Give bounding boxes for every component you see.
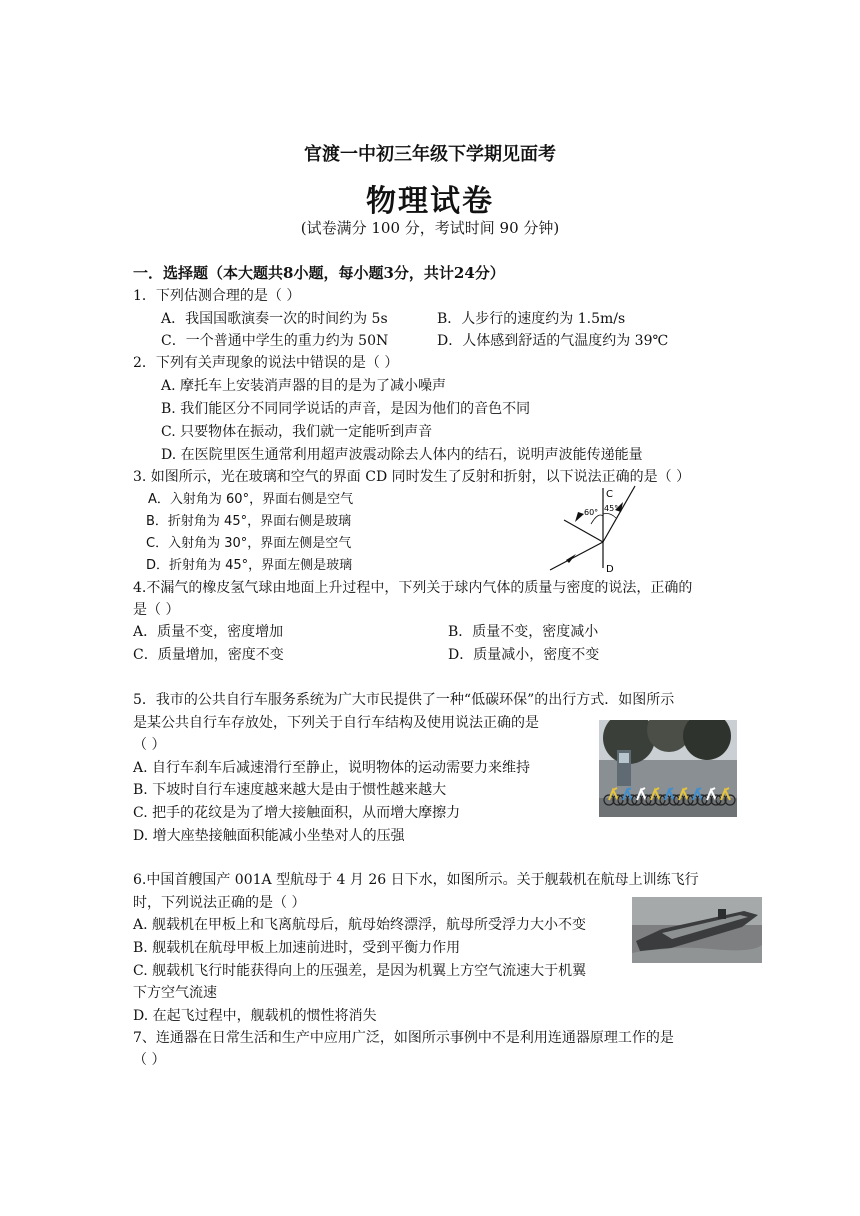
- q6-option-c-cont: 下方空气流速: [133, 985, 217, 1001]
- refraction-diagram: [540, 484, 670, 576]
- question-7-stem: 7、连通器在日常生活和生产中应用广泛，如图所示事例中不是利用连通器原理工作的是: [133, 1030, 674, 1046]
- exam-info: (试卷满分 100 分，考试时间 90 分钟): [300, 219, 560, 237]
- question-2-stem: 2．下列有关声现象的说法中错误的是（ ）: [133, 355, 399, 371]
- q3-option-a: A．入射角为 60°，界面右侧是空气: [148, 492, 354, 507]
- bicycle-station-photo: [599, 720, 737, 817]
- q3-option-b: B．折射角为 45°，界面右侧是玻璃: [146, 514, 352, 529]
- angle-arc-45: [603, 514, 616, 519]
- q4-option-b: B．质量不变，密度减小: [448, 624, 599, 640]
- q2-option-b: B. 我们能区分不同同学说话的声音，是因为他们的音色不同: [161, 401, 531, 417]
- q5-option-d: D. 增大座垫接触面积能减小坐垫对人的压强: [133, 828, 405, 844]
- q2-option-a: A. 摩托车上安装消声器的目的是为了减小噪声: [161, 378, 447, 394]
- question-5-stem-cont: 是某公共自行车存放处，下列关于自行车结构及使用说法正确的是: [133, 715, 539, 731]
- q4-option-d: D．质量减小，密度不变: [448, 647, 600, 663]
- q1-option-d: D．人体感到舒适的气温度约为 39℃: [437, 333, 669, 349]
- q3-option-d: D．折射角为 45°，界面左侧是玻璃: [146, 558, 353, 573]
- q4-option-a: A．质量不变，密度增加: [133, 624, 284, 640]
- label-c: C: [606, 489, 613, 500]
- school-heading: 官渡一中初三年级下学期见面考: [304, 144, 556, 165]
- q5-option-a: A. 自行车刹车后减速滑行至静止，说明物体的运动需要力来维持: [133, 760, 531, 776]
- aircraft-carrier-photo: [632, 897, 762, 963]
- arrow-lower: [566, 554, 576, 563]
- label-d: D: [606, 564, 614, 575]
- q2-option-d: D. 在医院里医生通常利用超声波震动除去人体内的结石，说明声波能传递能量: [161, 447, 643, 463]
- question-6-stem-cont: 时，下列说法正确的是（ ）: [133, 895, 306, 911]
- q6-option-a: A. 舰载机在甲板上和飞离航母后，航母始终漂浮，航母所受浮力大小不变: [133, 917, 587, 933]
- question-1-stem: 1．下列估测合理的是（ ）: [133, 288, 301, 304]
- label-angle-45: 45°: [604, 504, 619, 513]
- question-4-stem: 4.不漏气的橡皮氢气球由地面上升过程中，下列关于球内气体的质量与密度的说法，正确的: [133, 580, 693, 596]
- arrow-upper: [575, 512, 584, 522]
- question-4-stem-cont: 是（ ）: [133, 602, 180, 618]
- q6-option-c: C. 舰载机飞行时能获得向上的压强差，是因为机翼上方空气流速大于机翼: [133, 963, 587, 979]
- q6-option-d: D. 在起飞过程中，舰载机的惯性将消失: [133, 1008, 377, 1024]
- question-3-stem: 3. 如图所示，光在玻璃和空气的界面 CD 同时发生了反射和折射，以下说法正确的是（ ）: [133, 469, 691, 485]
- q1-option-b: B．人步行的速度约为 1.5m/s: [437, 311, 626, 327]
- section-heading: 一．选择题（本大题共8小题，每小题3分，共计24分）: [133, 264, 505, 282]
- paper-title: 物理试卷: [366, 184, 494, 219]
- label-angle-60: 60°: [584, 508, 599, 517]
- incident-ray-upper: [564, 520, 603, 542]
- question-5-bracket: （ ）: [133, 737, 166, 753]
- question-6-stem: 6.中国首艘国产 001A 型航母于 4 月 26 日下水，如图所示。关于舰载机在航母上训练飞行: [133, 872, 699, 888]
- q1-option-a: A．我国国歌演奏一次的时间约为 5s: [161, 311, 388, 327]
- q1-option-c: C．一个普通中学生的重力约为 50N: [161, 333, 389, 349]
- q3-option-c: C．入射角为 30°，界面左侧是空气: [146, 536, 352, 551]
- q5-option-b: B. 下坡时自行车速度越来越大是由于惯性越来越大: [133, 782, 447, 798]
- ray-lower-left: [550, 542, 603, 570]
- q2-option-c: C. 只要物体在振动，我们就一定能听到声音: [161, 424, 433, 440]
- q5-option-c: C. 把手的花纹是为了增大接触面积，从而增大摩擦力: [133, 805, 461, 821]
- q6-option-b: B. 舰载机在航母甲板上加速前进时，受到平衡力作用: [133, 940, 461, 956]
- question-7-bracket: （ ）: [133, 1052, 166, 1068]
- q4-option-c: C．质量增加，密度不变: [133, 647, 284, 663]
- question-5-stem: 5．我市的公共自行车服务系统为广大市民提供了一种“低碳环保”的出行方式．如图所示: [133, 692, 675, 708]
